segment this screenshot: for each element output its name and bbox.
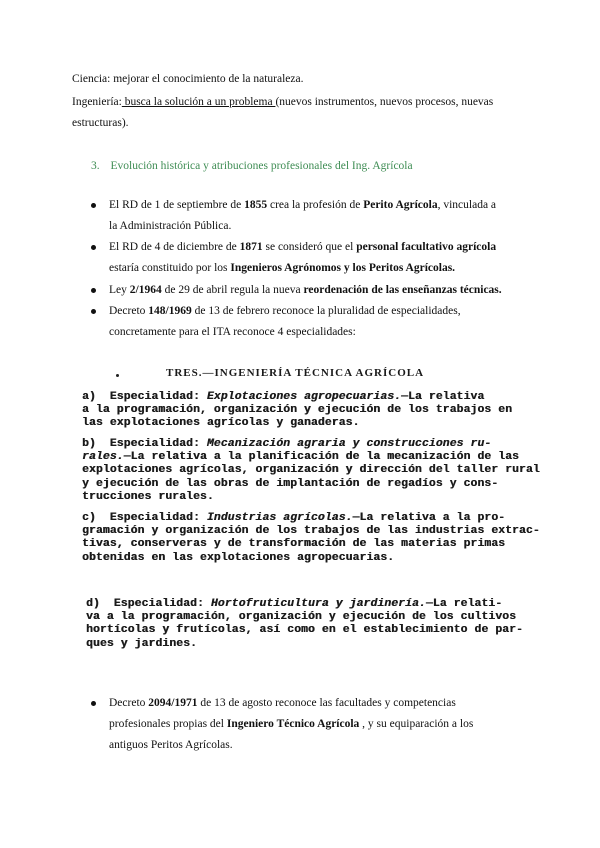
ingenieria-underlined: busca la solución a un problema <box>121 96 276 108</box>
scan-block-a: a) Especialidad: Explotaciones agropecuarias.—La relativa a la programación, organización y ejecución de los trabajos en las explotaciones agrícolas y ganaderas. <box>82 391 513 430</box>
section-heading <box>91 158 413 174</box>
section-number: 3. <box>91 160 100 172</box>
scan-title: TRES.—INGENIERÍA TÉCNICA AGRÍCOLA <box>166 367 425 379</box>
ingenieria-label: Ingeniería: <box>72 96 122 108</box>
ingenieria-line-2 <box>72 115 129 131</box>
ingenieria-rest-2: estructuras). <box>72 117 129 129</box>
bullet-dot <box>91 245 96 250</box>
bullet-dot <box>91 288 96 293</box>
ingenieria-rest: (nuevos instrumentos, nuevos procesos, nuevas <box>275 96 494 108</box>
ingenieria-line <box>72 94 532 110</box>
scan-speck <box>116 374 119 377</box>
scan-block-c: c) Especialidad: Industrias agrícolas.—La relativa a la pro- gramación y organización de los trabajos de las industrias extrac- tivas, conserveras y de transformación de las materias primas obtenidas en las explotaciones agropecuarias. <box>82 512 540 564</box>
bullet-item-1969: Decreto 148/1969 de 13 de febrero reconoce la pluralidad de especialidades, concretamente para el ITA reconoce 4 especialidades: <box>109 305 461 338</box>
bullet-dot <box>91 309 96 314</box>
section-title: Evolución histórica y atribuciones profesionales del Ing. Agrícola <box>110 160 413 172</box>
ciencia-line <box>72 71 304 87</box>
bullet-item-1855: El RD de 1 de septiembre de 1855 crea la profesión de Perito Agrícola, vinculada a la Administración Pública. <box>109 199 497 232</box>
bullet-item-1871: El RD de 4 de diciembre de 1871 se consideró que el personal facultativo agrícola estaría constituido por los Ingenieros Agrónomos y los Peritos Agrícolas. <box>109 241 497 274</box>
bullet-dot <box>91 701 96 706</box>
bullet-dot <box>91 203 96 208</box>
bullet-item-1964: Ley 2/1964 de 29 de abril regula la nueva reordenación de las enseñanzas técnicas. <box>109 284 502 296</box>
scan-block-b: b) Especialidad: Mecanización agraria y construcciones ru- rales.—La relativa a la planificación de la mecanización de las explotaciones agrícolas, organización y dirección del taller rural y ejecución de las obras de implantación de regadíos y cons- trucciones rurales. <box>82 438 540 503</box>
scan-block-d: d) Especialidad: Hortofruticultura y jardinería.—La relati- va a la programación, organización y ejecución de los cultivos hortícolas y frutícolas, así como en el establecimiento de par- ques y jardines. <box>86 598 523 650</box>
ciencia-text: Ciencia: mejorar el conocimiento de la naturaleza. <box>72 73 304 85</box>
bullet-item-1971: Decreto 2094/1971 de 13 de agosto reconoce las facultades y competencias profesionales propias del Ingeniero Técnico Agrícola , y su equiparación a los antiguos Peritos Agrícolas. <box>109 697 474 751</box>
